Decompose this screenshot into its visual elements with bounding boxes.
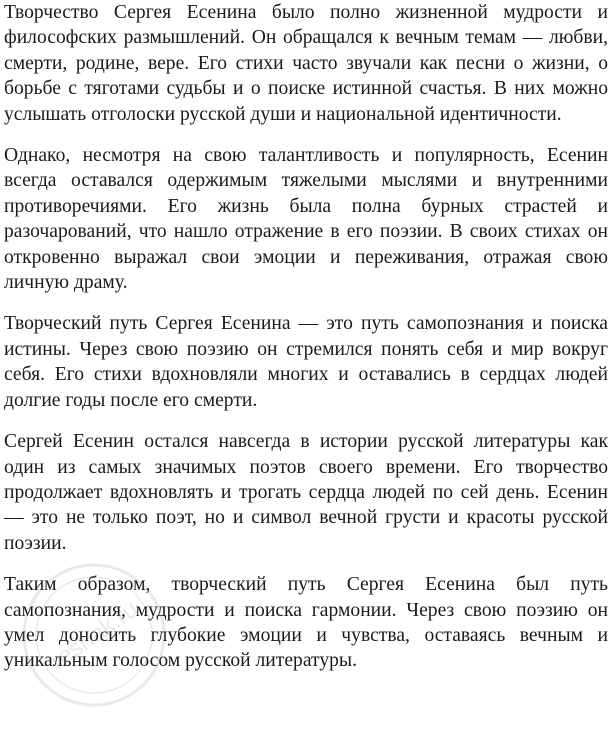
paragraph-5: Таким образом, творческий путь Сергея Есенина был путь самопознания, мудрости и поиска гармонии. Через свою поэзию он умел доносить глубокие эмоции и чувства, оставаясь вечным и уникальным голосом русской литературы. [4, 574, 608, 672]
document-body [4, 0, 608, 674]
paragraph-3: Творческий путь Сергея Есенина — это путь самопознания и поиска истины. Через свою поэзию он стремился понять себя и мир вокруг себя. Его стихи вдохновляли многих и оставались в сердцах людей долгие годы после его смерти. [4, 313, 608, 411]
paragraph-4: Сергей Есенин остался навсегда в истории русской литературы как один из самых значимых поэтов своего времени. Его творчество продолжает вдохновлять и трогать сердца людей по сей день. Есенин — это не только поэт, но и символ вечной грусти и красоты русской поэзии. [4, 431, 608, 554]
paragraph-2: Однако, несмотря на свою талантливость и популярность, Есенин всегда оставался одержимым тяжелыми мыслями и внутренними противоречиями. Его жизнь была полна бурных страстей и разочарований, что нашло отражение в его поэзии. В своих стихах он откровенно выражал свои эмоции и переживания, отражая свою личную драму. [4, 145, 608, 294]
watermark-text: reshak.ru [45, 595, 144, 676]
paragraph-1: Творчество Сергея Есенина было полно жизненной мудрости и философских размышлений. Он обращался к вечным темам — любви, смерти, родине, вере. Его стихи часто звучали как песни о жизни, о борьбе с тяготами судьбы и о поиске истинной счастья. В них можно услышать отголоски русской души и национальной идентичности. [4, 2, 608, 125]
